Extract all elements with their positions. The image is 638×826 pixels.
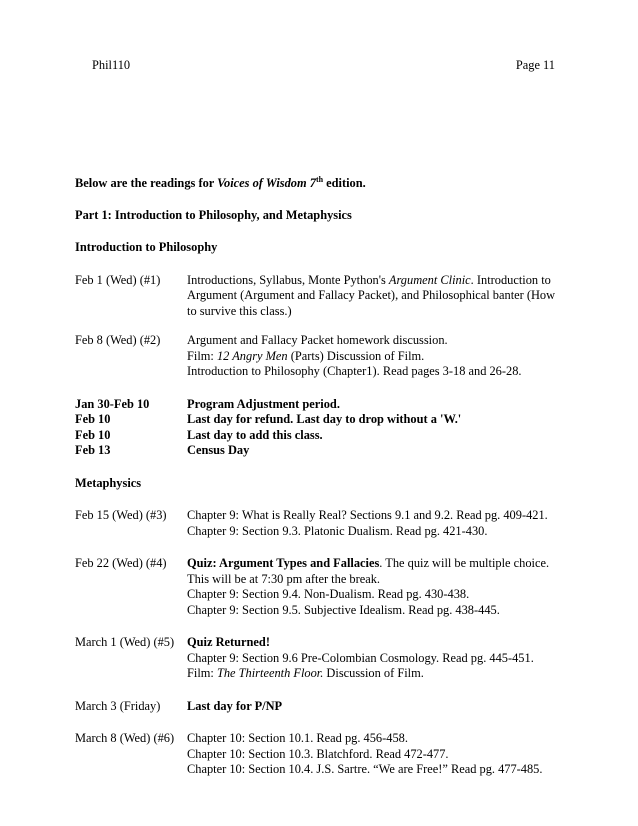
entry-description [187, 635, 570, 682]
header-course: Phil110 [92, 58, 131, 72]
edition-sup: th [315, 175, 324, 184]
entry-description: Last day for P/NP [187, 698, 283, 713]
entry-description [187, 556, 570, 618]
entry-line [187, 273, 570, 289]
deadline-date: Feb 10 [75, 427, 111, 442]
entry-line: Chapter 9: Section 9.5. Subjective Idealism. Read pg. 438-445. [187, 602, 500, 617]
deadline-row [75, 397, 570, 413]
entry-text: Discussion of Film. [323, 666, 424, 680]
entry-date: Feb 15 (Wed) (#3) [75, 508, 167, 522]
entry-line: Chapter 9: Section 9.6 Pre-Colombian Cosmology. Read pg. 445-451. [187, 650, 534, 665]
schedule-entry-mar8 [75, 731, 570, 778]
entry-line: This will be at 7:30 pm after the break. [187, 571, 381, 586]
entry-line: Chapter 10: Section 10.3. Blatchford. Read 472-477. [187, 746, 449, 761]
schedule-entry-feb22 [75, 556, 570, 618]
entry-text: . The quiz will be multiple choice. [379, 556, 550, 570]
book-title: Voices of Wisdom 7 [217, 176, 316, 190]
entry-text: Film: [187, 348, 217, 363]
schedule-entry-mar1 [75, 635, 570, 682]
deadline-date: Feb 13 [75, 443, 111, 457]
header-page-number: Page 11 [515, 58, 555, 72]
deadline-date: Feb 10 [75, 412, 111, 426]
deadline-row [75, 412, 570, 428]
entry-text: Film: [187, 666, 217, 680]
entry-line [187, 556, 570, 572]
section-heading-metaphysics: Metaphysics [75, 475, 142, 490]
intro-line [75, 176, 570, 192]
quiz-title: Quiz: Argument Types and Fallacies [187, 556, 380, 570]
schedule-entry-feb1 [75, 273, 570, 320]
deadline-text: Census Day [187, 443, 250, 457]
readings-content [75, 176, 570, 792]
entry-description [187, 333, 570, 380]
entry-line: Chapter 10: Section 10.1. Read pg. 456-458. [187, 731, 408, 745]
entry-line [187, 666, 570, 682]
entry-text: Introductions, Syllabus, Monte Python's [187, 272, 389, 287]
deadline-row [75, 443, 570, 459]
part-title: Part 1: Introduction to Philosophy, and Metaphysics [75, 207, 352, 222]
film-title: 12 Angry Men [216, 348, 288, 363]
schedule-entry-feb8 [75, 333, 570, 380]
entry-line: Introduction to Philosophy (Chapter1). Read pages 3-18 and 26-28. [187, 364, 522, 378]
entry-date: March 1 (Wed) (#5) [75, 635, 175, 649]
entry-date: Feb 1 (Wed) (#1) [75, 272, 161, 287]
entry-date: March 3 (Friday) [75, 698, 161, 713]
entry-line: Argument (Argument and Fallacy Packet), and Philosophical banter (How [187, 288, 556, 302]
entry-line: Chapter 10: Section 10.4. J.S. Sartre. “We are Free!” Read pg. 477-485. [187, 762, 543, 776]
section-heading-intro: Introduction to Philosophy [75, 240, 218, 254]
entry-line: Chapter 9: Section 9.3. Platonic Dualism. Read pg. 421-430. [187, 523, 488, 538]
entry-date: Feb 22 (Wed) (#4) [75, 556, 167, 570]
schedule-entry-mar3 [75, 699, 570, 715]
entry-description [187, 508, 570, 539]
schedule-entry-feb15 [75, 508, 570, 539]
deadline-date: Jan 30-Feb 10 [75, 396, 150, 411]
deadline-list [75, 397, 570, 459]
entry-date: Feb 8 (Wed) (#2) [75, 333, 161, 347]
intro-text: Below are the readings for [75, 176, 218, 190]
entry-description [187, 273, 570, 320]
entry-line: Quiz Returned! [187, 635, 270, 649]
entry-line: Argument and Fallacy Packet homework discussion. [187, 333, 448, 347]
entry-text: (Parts) Discussion of Film. [287, 348, 425, 363]
film-title: Argument Clinic [388, 272, 471, 287]
entry-line [187, 349, 570, 365]
deadline-text: Program Adjustment period. [187, 396, 340, 411]
entry-date: March 8 (Wed) (#6) [75, 731, 175, 745]
deadline-text: Last day to add this class. [187, 427, 323, 442]
entry-line: Chapter 9: What is Really Real? Sections 9.1 and 9.2. Read pg. 409-421. [187, 508, 548, 522]
intro-edition: edition. [323, 176, 366, 190]
entry-line: Chapter 9: Section 9.4. Non-Dualism. Read pg. 430-438. [187, 587, 470, 601]
entry-line: to survive this class.) [187, 303, 292, 318]
film-title: The Thirteenth Floor. [216, 666, 324, 680]
deadline-row [75, 428, 570, 444]
entry-text: . Introduction to [470, 272, 551, 287]
entry-description [187, 731, 570, 778]
deadline-text: Last day for refund. Last day to drop without a 'W.' [187, 412, 462, 426]
